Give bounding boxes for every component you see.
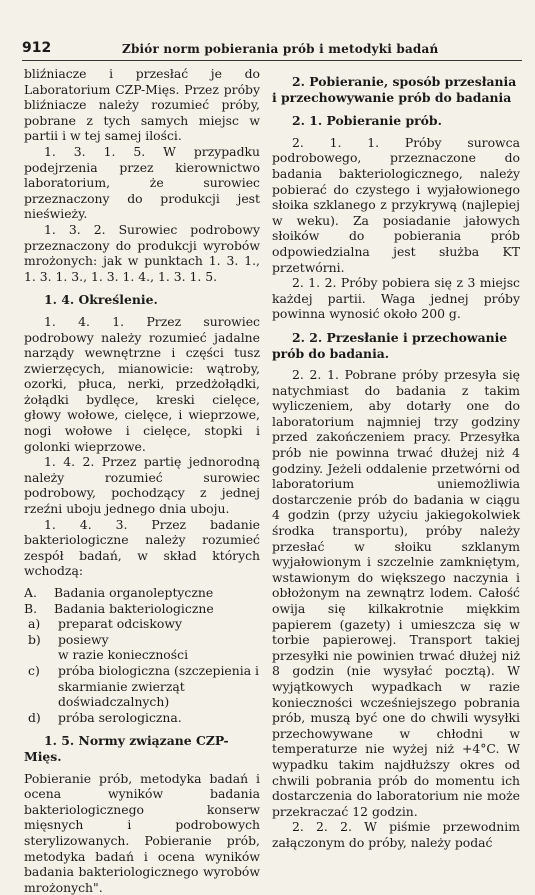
paragraph: 1. 3. 1. 5. W przypadku podejrzenia przez kierownictwo laboratorium, że surowiec przeznaczony do produkcji jest nieświeży. [24,143,260,222]
left-column [24,66,260,895]
list-item: d) próba serologiczna. [28,709,182,725]
section-heading: 1. 5. Normy związane CZP-Mięs. [24,733,229,764]
paragraph: 2. 1. 2. Próby pobiera się z 3 miejsc każdej partii. Waga jednej próby powinna wynosić około 200 g. [272,275,520,322]
section-heading: 2. 1. Pobieranie prób. [292,113,442,129]
paragraph: Pobieranie prób, metodyka badań i ocena wyników badania bakteriologicznego konserw mięsnych i podrobowych sterylizowanych. Pobieranie prób, metodyka badań i ocena wyników badania bakteriologicznego wyrobów mrożonych". [24,770,260,895]
section-heading: 2. 2. Przesłanie i przechowanie prób do badania. [272,329,508,361]
list-item: A. Badania organoleptyczne [24,585,214,600]
running-title: Zbiór norm pobierania prób i metodyki badań [122,42,439,56]
right-column [272,66,520,851]
paragraph: 2. 1. 1. Próby surowca podrobowego, przeznaczone do badania bakteriologicznego, należy pobierać do czystego i wyjałowionego słoika szklanego z przykrywą (najlepiej w weku). Za posiadanie jałowych słoików do pobierania prób odpowiedzialna jest służba KT przetwórni. [272,134,520,275]
list-item: a) preparat odciskowy [28,616,182,632]
list-item: c) próba biologiczna (szczepienia i skarmianie zwierząt doświadczalnych) [28,662,259,710]
list-item: b) posiewy [28,631,109,647]
list-item: w razie konieczności [58,647,189,663]
section-heading: 1. 4. Określenie. [44,292,158,308]
paragraph: 1. 4. 1. Przez surowiec podrobowy należy rozumieć jadalne narządy wewnętrzne i części tusz zwierzęcych, mianowicie: wątroby, ozorki, płuca, nerki, przedżołądki, żołądki bydlęce, kreski cielęce, głowy wołowe, cielęce, i wieprzowe, nogi wołowe i cielęce, stopki i golonki wieprzowe. [24,313,260,454]
paragraph: 1. 4. 2. Przez partię jednorodną należy rozumieć surowiec podrobowy, pochodzący z jednej rzeźni uboju jednego dnia uboju. [24,454,260,517]
paragraph: 2. 2. 1. Pobrane próby przesyła się natychmiast do badania z takim wyliczeniem, aby dotarły one do laboratorium najmniej trzy godziny przed zakończeniem pracy. Przesyłka prób nie powinna trwać dłużej niż 4 godziny. Jeżeli oddalenie przetwórni od laboratorium uniemożliwia dostarczenie prób do badania w ciągu 4 godzin (przy użyciu jakiegokolwiek środka transportu), próby należy przesłać w słoiku szklanym wyjałowionym i szczelnie zamkniętym, wstawionym do większego naczynia i obłożonym na zewnątrz lodem. Całość owija się kilkakrotnie miękkim papierem (gazety) i umieszcza się w torbie papierowej. Transport takiej przesyłki nie powinien trwać dłużej niż 8 godzin (nie wysyłać pocztą). W wyjątkowych wypadkach w razie konieczności wcześniejszego pobrania prób, muszą być one do chwili wysyłki przechowywane w chłodni w temperaturze nie wyżej niż +4°C. W wypadku takim najdłuższy okres od chwili pobrania prób do momentu ich dostarczenia do laboratorium nie może przekraczać 12 godzin. [272,367,520,819]
page-header [22,38,522,61]
page-number: 912 [22,40,52,56]
chapter-heading: 2. Pobieranie, sposób przesłania i przechowywanie prób do badania [272,74,517,105]
paragraph: bliźniacze i przesłać je do Laboratorium CZP-Mięs. Przez próby bliźniacze należy rozumieć próby, pobrane z tych samych miejsc w partii i w tej samej ilości. [24,66,260,144]
list-item: B. Badania bakteriologiczne [24,600,214,616]
paragraph: 1. 4. 3. Przez badanie bakteriologiczne należy rozumieć zespół badań, w skład których wchodzą: [24,516,260,579]
test-list [24,585,260,725]
paragraph: 1. 3. 2. Surowiec podrobowy przeznaczony do produkcji wyrobów mrożonych: jak w punktach 1. 3. 1., 1. 3. 1. 3., 1. 3. 1. 4., 1. 3. 1. 5. [24,221,260,284]
paragraph: 2. 2. 2. W piśmie przewodnim załączonym do próby, należy podać [272,819,520,850]
